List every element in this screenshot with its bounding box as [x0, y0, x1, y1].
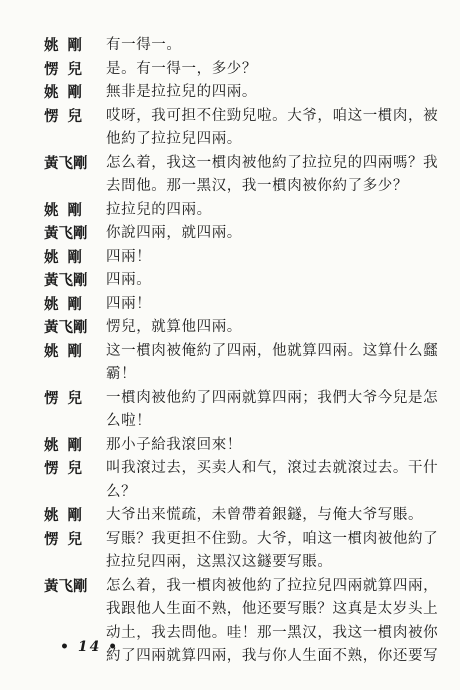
- speaker-name: 愣 兒: [44, 389, 85, 407]
- dialogue-line: [44, 551, 440, 575]
- speech-text: 無非是拉拉兒的四兩。: [106, 84, 257, 100]
- speaker-name: 姚 剛: [44, 295, 85, 313]
- speech-text: 这一樌肉被俺約了四兩，他就算四兩。这算什么瓥: [106, 342, 439, 359]
- script-dialogue: [44, 34, 440, 669]
- speaker-name: 愣 兒: [44, 530, 85, 548]
- speaker-name: 黃飞剛: [44, 577, 88, 595]
- speaker-name: 黃飞剛: [44, 154, 88, 172]
- dialogue-line: [44, 316, 440, 340]
- speech-text: 哎呀，我可担不住勁兒啦。大爷，咱这一樌肉，被: [106, 107, 439, 124]
- speech-text: 拉拉兒的四兩。: [106, 201, 212, 218]
- dialogue-line: [44, 34, 440, 58]
- speech-text: 大爷出来慌疏，未曾帶着銀鐩，与俺大爷写賬。: [106, 507, 424, 523]
- speech-text: 写賬？我更担不住勁。大爷，咱这一樌肉被他約了: [106, 530, 439, 547]
- dialogue-line: [44, 293, 440, 317]
- dialogue-line: [44, 128, 440, 152]
- speech-text: 你說四兩，就四兩。: [106, 225, 242, 241]
- speech-text: 愣兒，就算他四兩。: [106, 319, 242, 335]
- speech-text: 約了四兩就算四兩，我与你人生面不熟，你还要写: [106, 648, 439, 664]
- dialogue-line: [44, 575, 440, 599]
- dialogue-line: [44, 246, 440, 270]
- speech-text: 怎么着，我这一樌肉被他約了拉拉兒的四兩嗎？我: [106, 154, 439, 171]
- dialogue-line: [44, 598, 440, 622]
- speaker-name: 姚 剛: [44, 436, 85, 454]
- speaker-name: 愣 兒: [44, 107, 85, 125]
- dialogue-line: [44, 410, 440, 434]
- page-number: • 14 •: [60, 639, 120, 655]
- speaker-name: 姚 剛: [44, 84, 85, 101]
- dialogue-line: [44, 199, 440, 223]
- speaker-name: 姚 剛: [44, 342, 85, 360]
- dialogue-line: [44, 175, 440, 199]
- dialogue-line: [44, 105, 440, 129]
- speech-text: 他約了拉拉兒四兩。: [106, 131, 242, 147]
- speech-text: 那小子給我滾回來！: [106, 436, 242, 453]
- speaker-name: 姚 剛: [44, 201, 85, 219]
- speaker-name: 黃飞剛: [44, 272, 88, 289]
- dialogue-line: [44, 481, 440, 505]
- dialogue-line: [44, 340, 440, 364]
- speech-text: 拉拉兒四兩，这黑汉这鐩要写賬。: [106, 554, 333, 570]
- dialogue-line: [44, 528, 440, 552]
- dialogue-line: [44, 387, 440, 411]
- speaker-name: 黃飞剛: [44, 319, 88, 336]
- speech-text: 去問他。那一黑汉，我一樌肉被你約了多少？: [106, 178, 408, 194]
- speech-text: 么啦！: [106, 413, 152, 429]
- dialogue-line: [44, 504, 440, 528]
- speech-text: 四兩！: [106, 248, 152, 265]
- speech-text: 一樌肉被他約了四兩就算四兩；我們大爷今兒是怎: [106, 389, 439, 406]
- speaker-name: 黃飞剛: [44, 225, 88, 242]
- speaker-name: 姚 剛: [44, 37, 85, 54]
- dialogue-line: [44, 81, 440, 105]
- dialogue-line: [44, 363, 440, 387]
- dialogue-line: [44, 434, 440, 458]
- dialogue-line: [44, 152, 440, 176]
- speech-text: 四兩！: [106, 295, 152, 312]
- speaker-name: 姚 剛: [44, 507, 85, 524]
- speech-text: 叫我滾过去，买卖人和气，滾过去就滾过去。干什: [106, 460, 439, 476]
- speech-text: 四兩。: [106, 272, 152, 288]
- dialogue-line: [44, 457, 440, 481]
- speech-text: 是。有一得一，多少？: [106, 60, 257, 77]
- speech-text: 有一得一。: [106, 37, 182, 53]
- speech-text: 霸！: [106, 366, 137, 382]
- dialogue-line: [44, 269, 440, 293]
- speech-text: 怎么着，我一樌肉被他約了拉拉兒四兩就算四兩，: [106, 577, 439, 594]
- speech-text: 么？: [106, 483, 137, 500]
- speaker-name: 姚 剛: [44, 248, 85, 266]
- speech-text: 我跟他人生面不熟，他还要写賬？这真是太岁头上: [106, 601, 439, 617]
- speaker-name: 愣 兒: [44, 460, 85, 477]
- speaker-name: 愣 兒: [44, 60, 85, 78]
- dialogue-line: [44, 222, 440, 246]
- dialogue-line: [44, 58, 440, 82]
- speech-text: 动土，我去問他。哇！那一黑汉，我这一樌肉被你: [106, 624, 439, 641]
